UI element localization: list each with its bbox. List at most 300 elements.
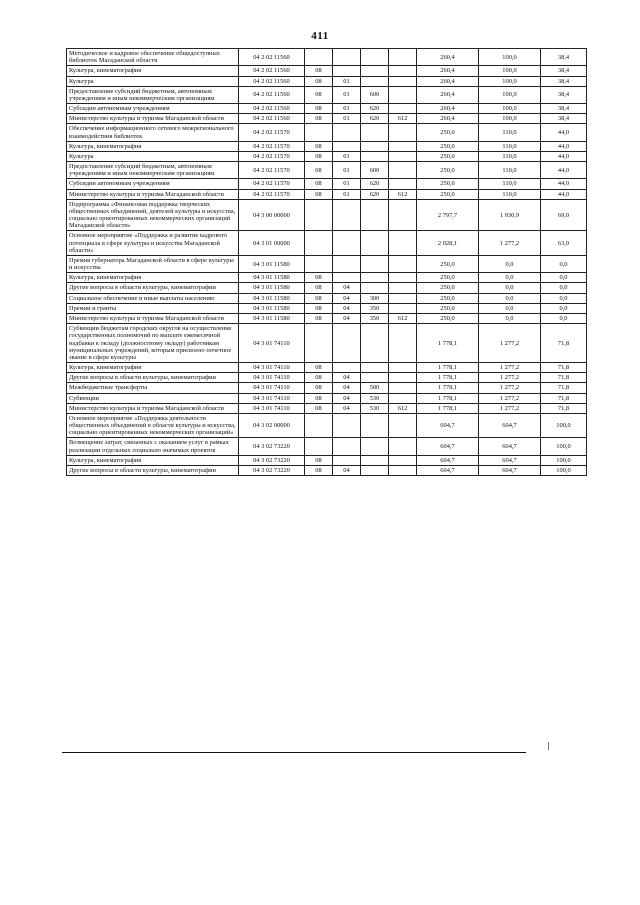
table-row: [67, 403, 587, 413]
table-row: [67, 49, 587, 66]
subsection-code: [333, 49, 361, 66]
administrator-code: 612: [389, 313, 417, 323]
administrator-code: [389, 283, 417, 293]
table-row: [67, 199, 587, 231]
administrator-code: [389, 66, 417, 76]
expense-type-code: [361, 413, 389, 438]
execution-percent: 0,0: [541, 293, 587, 303]
executed-amount: 0,0: [479, 273, 541, 283]
page-number: 411: [311, 30, 329, 42]
section-code: 08: [305, 273, 333, 283]
expense-type-code: [361, 66, 389, 76]
section-code: [305, 324, 333, 363]
subsection-code: 01: [333, 114, 361, 124]
table-row: [67, 313, 587, 323]
expense-type-code: [361, 49, 389, 66]
section-code: 08: [305, 114, 333, 124]
administrator-code: [389, 293, 417, 303]
approved-amount: 250,0: [417, 189, 479, 199]
executed-amount: 100,0: [479, 76, 541, 86]
approved-amount: 250,0: [417, 162, 479, 179]
target-article-code: 04 2 02 11560: [239, 86, 305, 103]
section-code: 08: [305, 76, 333, 86]
table-row: [67, 66, 587, 76]
administrator-code: [389, 76, 417, 86]
executed-amount: 0,0: [479, 283, 541, 293]
executed-amount: 100,0: [479, 49, 541, 66]
table-row: [67, 293, 587, 303]
approved-amount: 260,4: [417, 76, 479, 86]
executed-amount: 1 277,2: [479, 393, 541, 403]
execution-percent: 71,8: [541, 373, 587, 383]
expense-type-code: [361, 76, 389, 86]
target-article-code: 04 3 01 74110: [239, 363, 305, 373]
execution-percent: 44,0: [541, 189, 587, 199]
execution-percent: 0,0: [541, 283, 587, 293]
approved-amount: 250,0: [417, 151, 479, 161]
expense-type-code: 500: [361, 383, 389, 393]
table-row: [67, 162, 587, 179]
row-name: Субсидии автономным учреждениям: [67, 104, 239, 114]
executed-amount: 110,0: [479, 141, 541, 151]
expense-type-code: 350: [361, 303, 389, 313]
row-name: Министерство культуры и туризма Магаданской области: [67, 313, 239, 323]
approved-amount: 250,0: [417, 283, 479, 293]
expense-type-code: 530: [361, 403, 389, 413]
footer-rule: [62, 752, 526, 753]
executed-amount: 1 277,2: [479, 373, 541, 383]
table-row: [67, 255, 587, 272]
approved-amount: 2 797,7: [417, 199, 479, 231]
table-row: [67, 141, 587, 151]
table-row: [67, 189, 587, 199]
approved-amount: 604,7: [417, 413, 479, 438]
approved-amount: 250,0: [417, 303, 479, 313]
approved-amount: 2 028,1: [417, 231, 479, 256]
row-name: Премии и гранты: [67, 303, 239, 313]
section-code: [305, 231, 333, 256]
expense-type-code: [361, 273, 389, 283]
expense-type-code: [361, 363, 389, 373]
section-code: [305, 199, 333, 231]
approved-amount: 1 778,1: [417, 383, 479, 393]
subsection-code: [333, 273, 361, 283]
section-code: 08: [305, 393, 333, 403]
target-article-code: 04 2 02 11560: [239, 114, 305, 124]
administrator-code: [389, 199, 417, 231]
expense-type-code: [361, 465, 389, 475]
executed-amount: 1 277,2: [479, 383, 541, 393]
table-row: [67, 86, 587, 103]
section-code: 08: [305, 293, 333, 303]
subsection-code: [333, 141, 361, 151]
section-code: 08: [305, 303, 333, 313]
administrator-code: [389, 465, 417, 475]
target-article-code: 04 3 02 00000: [239, 413, 305, 438]
administrator-code: [389, 151, 417, 161]
table-row: [67, 383, 587, 393]
subsection-code: 04: [333, 465, 361, 475]
row-name: Возмещение затрат, связанных с оказанием услуг в рамках реализации отдельных социально значимых проектов: [67, 438, 239, 455]
section-code: [305, 124, 333, 141]
row-name: Культура, кинематография: [67, 455, 239, 465]
row-name: Министерство культуры и туризма Магаданской области: [67, 114, 239, 124]
administrator-code: [389, 86, 417, 103]
target-article-code: 04 2 02 11570: [239, 124, 305, 141]
target-article-code: 04 3 01 74110: [239, 403, 305, 413]
table-row: [67, 373, 587, 383]
subsection-code: [333, 231, 361, 256]
expense-type-code: [361, 373, 389, 383]
target-article-code: 04 3 01 74110: [239, 373, 305, 383]
section-code: 08: [305, 363, 333, 373]
executed-amount: 1 277,2: [479, 324, 541, 363]
execution-percent: 71,8: [541, 403, 587, 413]
row-name: Субвенции: [67, 393, 239, 403]
execution-percent: 44,0: [541, 151, 587, 161]
target-article-code: 04 2 02 11570: [239, 179, 305, 189]
administrator-code: [389, 363, 417, 373]
subsection-code: [333, 66, 361, 76]
section-code: 08: [305, 66, 333, 76]
target-article-code: 04 2 02 11560: [239, 66, 305, 76]
approved-amount: 260,4: [417, 49, 479, 66]
administrator-code: [389, 455, 417, 465]
target-article-code: 04 2 02 11570: [239, 141, 305, 151]
subsection-code: [333, 413, 361, 438]
section-code: 08: [305, 373, 333, 383]
expense-type-code: 530: [361, 393, 389, 403]
table-row: [67, 283, 587, 293]
expense-type-code: [361, 124, 389, 141]
administrator-code: [389, 255, 417, 272]
target-article-code: 04 3 01 11580: [239, 303, 305, 313]
target-article-code: 04 2 02 11570: [239, 151, 305, 161]
table-row: [67, 324, 587, 363]
target-article-code: 04 3 01 11580: [239, 273, 305, 283]
subsection-code: 04: [333, 313, 361, 323]
row-name: Культура, кинематография: [67, 363, 239, 373]
approved-amount: 604,7: [417, 455, 479, 465]
table-row: [67, 104, 587, 114]
subsection-code: 01: [333, 76, 361, 86]
subsection-code: 04: [333, 393, 361, 403]
execution-percent: 71,8: [541, 393, 587, 403]
target-article-code: 04 3 02 73220: [239, 465, 305, 475]
target-article-code: 04 3 01 11580: [239, 313, 305, 323]
section-code: 08: [305, 455, 333, 465]
row-name: Подпрограмма «Финансовая поддержка творческих общественных объединений, деятелей культуры и искусства, социально ориентированных некоммерческих организаций Магаданской области»: [67, 199, 239, 231]
execution-percent: 100,0: [541, 438, 587, 455]
row-name: Основное мероприятие «Поддержка деятельности общественных объединений в области культуры и искусства, социально ориентированных некоммерческих организаций»: [67, 413, 239, 438]
target-article-code: 04 3 01 74110: [239, 324, 305, 363]
approved-amount: 604,7: [417, 438, 479, 455]
expense-type-code: 600: [361, 162, 389, 179]
execution-percent: 44,0: [541, 124, 587, 141]
target-article-code: 04 3 00 00000: [239, 199, 305, 231]
budget-table: [66, 48, 587, 476]
expense-type-code: [361, 283, 389, 293]
subsection-code: [333, 324, 361, 363]
administrator-code: [389, 303, 417, 313]
subsection-code: 04: [333, 373, 361, 383]
approved-amount: 260,4: [417, 104, 479, 114]
section-code: [305, 49, 333, 66]
executed-amount: 1 930,9: [479, 199, 541, 231]
target-article-code: 04 2 02 11570: [239, 189, 305, 199]
expense-type-code: [361, 151, 389, 161]
target-article-code: 04 3 01 74110: [239, 393, 305, 403]
row-name: Культура, кинематография: [67, 273, 239, 283]
executed-amount: 100,0: [479, 104, 541, 114]
execution-percent: 63,0: [541, 231, 587, 256]
table-row: [67, 465, 587, 475]
section-code: 08: [305, 86, 333, 103]
subsection-code: [333, 363, 361, 373]
section-code: 08: [305, 283, 333, 293]
table-row: [67, 303, 587, 313]
margin-mark: [548, 742, 549, 750]
section-code: 08: [305, 465, 333, 475]
approved-amount: 260,4: [417, 114, 479, 124]
approved-amount: 250,0: [417, 273, 479, 283]
execution-percent: 69,0: [541, 199, 587, 231]
row-name: Другие вопросы в области культуры, кинематографии: [67, 283, 239, 293]
target-article-code: 04 3 01 11580: [239, 293, 305, 303]
administrator-code: [389, 141, 417, 151]
administrator-code: [389, 393, 417, 403]
executed-amount: 1 277,2: [479, 403, 541, 413]
row-name: Основное мероприятие «Поддержка и развитие кадрового потенциала в сфере культуры и искусства Магаданской области»: [67, 231, 239, 256]
subsection-code: [333, 438, 361, 455]
execution-percent: 100,0: [541, 465, 587, 475]
subsection-code: 04: [333, 383, 361, 393]
approved-amount: 1 778,1: [417, 403, 479, 413]
approved-amount: 260,4: [417, 86, 479, 103]
section-code: [305, 255, 333, 272]
target-article-code: 04 2 02 11560: [239, 104, 305, 114]
expense-type-code: 620: [361, 114, 389, 124]
administrator-code: [389, 438, 417, 455]
execution-percent: 44,0: [541, 179, 587, 189]
row-name: Межбюджетные трансферты: [67, 383, 239, 393]
administrator-code: [389, 104, 417, 114]
execution-percent: 71,8: [541, 383, 587, 393]
executed-amount: 110,0: [479, 179, 541, 189]
executed-amount: 110,0: [479, 151, 541, 161]
administrator-code: 612: [389, 114, 417, 124]
execution-percent: 100,0: [541, 413, 587, 438]
expense-type-code: [361, 324, 389, 363]
administrator-code: [389, 179, 417, 189]
target-article-code: 04 2 02 11570: [239, 162, 305, 179]
section-code: 08: [305, 104, 333, 114]
table-row: [67, 124, 587, 141]
execution-percent: 100,0: [541, 455, 587, 465]
subsection-code: 01: [333, 162, 361, 179]
target-article-code: 04 3 01 11580: [239, 255, 305, 272]
expense-type-code: 620: [361, 189, 389, 199]
target-article-code: 04 3 02 73220: [239, 438, 305, 455]
row-name: Культура: [67, 76, 239, 86]
target-article-code: 04 3 01 00000: [239, 231, 305, 256]
target-article-code: 04 3 01 11580: [239, 283, 305, 293]
administrator-code: [389, 373, 417, 383]
approved-amount: 604,7: [417, 465, 479, 475]
executed-amount: 110,0: [479, 189, 541, 199]
expense-type-code: 350: [361, 313, 389, 323]
subsection-code: 01: [333, 179, 361, 189]
target-article-code: 04 2 02 11560: [239, 49, 305, 66]
execution-percent: 0,0: [541, 313, 587, 323]
target-article-code: 04 3 01 74110: [239, 383, 305, 393]
executed-amount: 100,0: [479, 114, 541, 124]
table-row: [67, 413, 587, 438]
subsection-code: 04: [333, 403, 361, 413]
approved-amount: 250,0: [417, 255, 479, 272]
administrator-code: 612: [389, 403, 417, 413]
section-code: 08: [305, 383, 333, 393]
execution-percent: 44,0: [541, 162, 587, 179]
execution-percent: 71,8: [541, 363, 587, 373]
row-name: Субсидии автономным учреждениям: [67, 179, 239, 189]
row-name: Министерство культуры и туризма Магаданской области: [67, 189, 239, 199]
expense-type-code: [361, 438, 389, 455]
executed-amount: 604,7: [479, 455, 541, 465]
row-name: Министерство культуры и туризма Магаданской области: [67, 403, 239, 413]
execution-percent: 0,0: [541, 255, 587, 272]
expense-type-code: [361, 231, 389, 256]
section-code: 08: [305, 141, 333, 151]
row-name: Культура: [67, 151, 239, 161]
approved-amount: 250,0: [417, 313, 479, 323]
executed-amount: 0,0: [479, 313, 541, 323]
execution-percent: 38,4: [541, 49, 587, 66]
execution-percent: 38,4: [541, 86, 587, 103]
subsection-code: 04: [333, 303, 361, 313]
approved-amount: 1 778,1: [417, 324, 479, 363]
subsection-code: [333, 255, 361, 272]
administrator-code: [389, 324, 417, 363]
row-name: Предоставление субсидий бюджетным, автономным учреждениям и иным некоммерческим организациям: [67, 162, 239, 179]
section-code: 08: [305, 313, 333, 323]
subsection-code: 04: [333, 283, 361, 293]
expense-type-code: [361, 255, 389, 272]
section-code: 08: [305, 179, 333, 189]
table-row: [67, 231, 587, 256]
subsection-code: 01: [333, 104, 361, 114]
subsection-code: [333, 124, 361, 141]
execution-percent: 71,8: [541, 324, 587, 363]
administrator-code: [389, 124, 417, 141]
administrator-code: [389, 273, 417, 283]
administrator-code: [389, 383, 417, 393]
row-name: Социальное обеспечение и иные выплаты населению: [67, 293, 239, 303]
executed-amount: 604,7: [479, 413, 541, 438]
subsection-code: 04: [333, 293, 361, 303]
section-code: 08: [305, 151, 333, 161]
expense-type-code: [361, 141, 389, 151]
row-name: Другие вопросы в области культуры, кинематографии: [67, 465, 239, 475]
execution-percent: 38,4: [541, 104, 587, 114]
table-row: [67, 393, 587, 403]
execution-percent: 38,4: [541, 76, 587, 86]
subsection-code: 01: [333, 86, 361, 103]
table-row: [67, 151, 587, 161]
row-name: Другие вопросы в области культуры, кинематографии: [67, 373, 239, 383]
section-code: 08: [305, 403, 333, 413]
row-name: Субвенции бюджетам городских округов на осуществление государственных полномочий по выплате ежемесячной надбавки к окладу (должностному окладу) работникам муниципальных учреждений, которым присвоено почетное звание в сфере культуры: [67, 324, 239, 363]
section-code: [305, 413, 333, 438]
table-row: [67, 438, 587, 455]
expense-type-code: [361, 455, 389, 465]
approved-amount: 260,4: [417, 66, 479, 76]
subsection-code: [333, 455, 361, 465]
section-code: 08: [305, 162, 333, 179]
execution-percent: 38,4: [541, 114, 587, 124]
executed-amount: 1 277,2: [479, 231, 541, 256]
administrator-code: [389, 49, 417, 66]
subsection-code: [333, 199, 361, 231]
execution-percent: 38,4: [541, 66, 587, 76]
table-row: [67, 76, 587, 86]
expense-type-code: 600: [361, 86, 389, 103]
row-name: Предоставление субсидий бюджетным, автономным учреждениям и иным некоммерческим организациям: [67, 86, 239, 103]
administrator-code: 612: [389, 189, 417, 199]
approved-amount: 1 778,1: [417, 363, 479, 373]
subsection-code: 01: [333, 189, 361, 199]
expense-type-code: 300: [361, 293, 389, 303]
expense-type-code: 620: [361, 179, 389, 189]
row-name: Методическое и кадровое обеспечение общедоступных библиотек Магаданской области: [67, 49, 239, 66]
executed-amount: 110,0: [479, 124, 541, 141]
section-code: 08: [305, 189, 333, 199]
execution-percent: 44,0: [541, 141, 587, 151]
executed-amount: 604,7: [479, 438, 541, 455]
subsection-code: 01: [333, 151, 361, 161]
executed-amount: 1 277,2: [479, 363, 541, 373]
approved-amount: 250,0: [417, 124, 479, 141]
target-article-code: 04 3 02 73220: [239, 455, 305, 465]
target-article-code: 04 2 02 11560: [239, 76, 305, 86]
table-row: [67, 363, 587, 373]
expense-type-code: 620: [361, 104, 389, 114]
executed-amount: 0,0: [479, 255, 541, 272]
table-row: [67, 455, 587, 465]
row-name: Культура, кинематография: [67, 141, 239, 151]
administrator-code: [389, 162, 417, 179]
table-row: [67, 114, 587, 124]
approved-amount: 250,0: [417, 141, 479, 151]
table-row: [67, 273, 587, 283]
expense-type-code: [361, 199, 389, 231]
executed-amount: 0,0: [479, 303, 541, 313]
executed-amount: 0,0: [479, 293, 541, 303]
administrator-code: [389, 413, 417, 438]
executed-amount: 100,0: [479, 66, 541, 76]
approved-amount: 250,0: [417, 179, 479, 189]
table-row: [67, 179, 587, 189]
executed-amount: 604,7: [479, 465, 541, 475]
row-name: Культура, кинематография: [67, 66, 239, 76]
administrator-code: [389, 231, 417, 256]
approved-amount: 1 778,1: [417, 393, 479, 403]
row-name: Обеспечение информационного сетевого межрегионального взаимодействия библиотек: [67, 124, 239, 141]
approved-amount: 250,0: [417, 293, 479, 303]
budget-table-body: [67, 49, 587, 476]
row-name: Премия губернатора Магаданской области в сфере культуры и искусства: [67, 255, 239, 272]
section-code: [305, 438, 333, 455]
